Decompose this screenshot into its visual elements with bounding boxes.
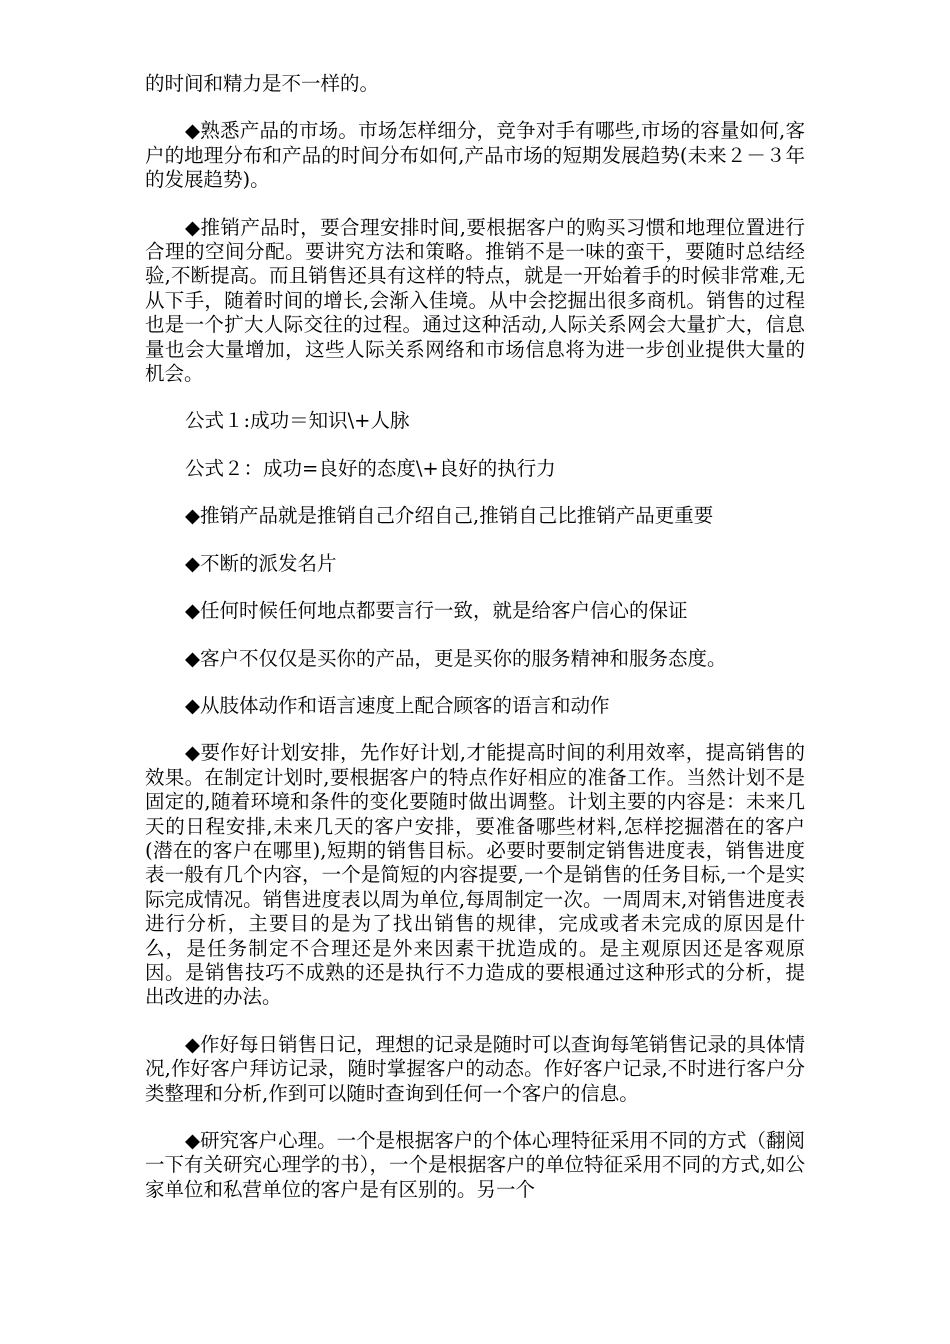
paragraph-time-planning: ◆推销产品时，要合理安排时间,要根据客户的购买习惯和地理位置进行合理的空间分配。要讲究方法和策略。推销不是一味的蛮干，要随时总结经验,不断提高。而且销售还具有这样的特点，就是一开始着手的时候非常难,无从下手，随着时间的增长,会渐入佳境。从中会挖掘出很多商机。销售的过程也是一个扩大人际交往的过程。通过这种活动,人际关系网会大量扩大，信息量也会大量增加，这些人际关系网络和市场信息将为进一步创业提供大量的机会。 (145, 215, 805, 386)
paragraph-service-spirit: ◆客户不仅仅是买你的产品，更是买你的服务精神和服务态度。 (185, 646, 727, 670)
paragraph-plan: ◆要作好计划安排，先作好计划,才能提高时间的利用效率，提高销售的效果。在制定计划时,要根据客户的特点作好相应的准备工作。当然计划不是固定的,随着环境和条件的变化要随时做出调整。计划主要的内容是：未来几天的日程安排,未来几天的客户安排，要准备哪些材料,怎样挖掘潜在的客户(潜在的客户在哪里),短期的销售目标。必要时要制定销售进度表，销售进度表一般有几个内容，一个是简短的内容提要,一个是销售的任务目标,一个是实际完成情况。销售进度表以周为单位,每周制定一次。一周周末,对销售进度表进行分析，主要目的是为了找出销售的规律，完成或者未完成的原因是什么，是任务制定不合理还是外来因素干扰造成的。是主观原因还是客观原因。是销售技巧不成熟的还是执行不力造成的要根通过这种形式的分析，提出改进的办法。 (145, 741, 805, 1009)
document-page (145, 72, 805, 1202)
paragraph-customer-psychology: ◆研究客户心理。一个是根据客户的个体心理特征采用不同的方式（翻阅一下有关研究心理学的书），一个是根据客户的单位特征采用不同的方式,如公家单位和私营单位的客户是有区别的。另一个 (145, 1129, 805, 1201)
paragraph-consistency: ◆任何时候任何地点都要言行一致，就是给客户信心的保证 (185, 599, 688, 623)
paragraph-business-cards: ◆不断的派发名片 (185, 551, 337, 575)
paragraph-body-language: ◆从肢体动作和语言速度上配合顾客的语言和动作 (185, 693, 610, 717)
paragraph-sales-diary: ◆作好每日销售日记，理想的记录是随时可以查询每笔销售记录的具体情况,作好客户拜访记录，随时掌握客户的动态。作好客户记录,不时进行客户分类整理和分析,作到可以随时查询到任何一个客户的信息。 (145, 1032, 805, 1105)
paragraph-market: ◆熟悉产品的市场。市场怎样细分，竞争对手有哪些,市场的容量如何,客户的地理分布和产品的时间分布如何,产品市场的短期发展趋势(未来２－３年的发展趋势)。 (145, 119, 805, 192)
paragraph-sell-yourself: ◆推销产品就是推销自己介绍自己,推销自己比推销产品更重要 (185, 504, 714, 528)
formula-2: 公式２：成功=良好的态度\+良好的执行力 (185, 456, 556, 480)
formula-1: 公式１:成功＝知识\+人脉 (185, 409, 410, 433)
paragraph-continuation: 的时间和精力是不一样的。 (145, 72, 380, 95)
